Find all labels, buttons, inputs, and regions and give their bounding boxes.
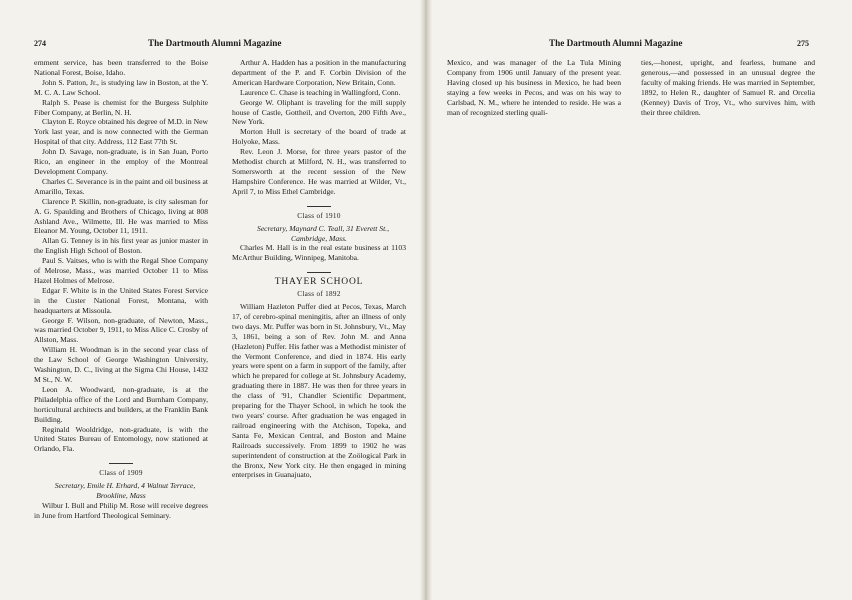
- class-1909-secretary: Secretary, Emile H. Erhard, 4 Walnut Terrace, Brookline, Mass: [54, 481, 196, 501]
- left-page-number: 274: [34, 39, 46, 48]
- paragraph: ties,—honest, upright, and fearless, humane and generous,—and possessed in an unusual degree the faculty of making friends. He was married in September, 1892, to Helen R., daughter of Samuel R. and Orcelia (Kenney) Davis of Troy, Vt., who survives him, with their three children.: [641, 58, 815, 117]
- paragraph: Leon A. Woodward, non-graduate, is at the Philadelphia office of the Lord and Burnham Company, horticultural architects and builders, at the Franklin Bank Building.: [34, 384, 208, 424]
- paragraph: Reginald Wooldridge, non-graduate, is with the United States Bureau of Entomology, now stationed at Orlando, Fla.: [34, 424, 208, 454]
- paragraph: Ralph S. Pease is chemist for the Burgess Sulphite Fiber Company, at Berlin, N. H.: [34, 97, 208, 117]
- paragraph: George F. Wilson, non-graduate, of Newton, Mass., was married October 9, 1911, to Miss Alice C. Crosby of Allston, Mass.: [34, 315, 208, 345]
- paragraph: Allan G. Tenney is in his first year as junior master in the English High School of Boston.: [34, 236, 208, 256]
- left-page: [0, 0, 425, 600]
- left-running-header: The Dartmouth Alumni Magazine: [148, 38, 282, 48]
- paragraph: Rev. Leon J. Morse, for three years pastor of the Methodist church at Milford, N. H., was transferred to Somersworth at the recent session of the New Hampshire Conference. He was married at Wilder, Vt., April 7, to Miss Ethel Cambridge.: [232, 147, 406, 196]
- book-gutter: [420, 0, 432, 600]
- paragraph: Clayton E. Royce obtained his degree of M.D. in New York last year, and is now connected with the German Hospital of that city. Address, 112 East 77th St.: [34, 117, 208, 147]
- paragraph: Wilbur I. Bull and Philip M. Rose will receive degrees in June from Hartford Theological Seminary.: [34, 500, 208, 520]
- paragraph: Arthur A. Hadden has a position in the manufacturing department of the P. and F. Corbin Division of the American Hardware Corporation, New Britain, Conn.: [232, 58, 406, 87]
- paragraph: Edgar F. White is in the United States Forest Service in the Custer National Forest, Montana, with headquarters at Missoula.: [34, 285, 208, 315]
- right-column-1: [447, 58, 621, 117]
- class-1910-heading: Class of 1910: [297, 211, 341, 220]
- right-running-header: The Dartmouth Alumni Magazine: [549, 38, 683, 48]
- paragraph: William H. Woodman is in the second year class of the Law School of George Washington University, Washington, D. C., living at the Sigma Chi House, 1432 M St., N. W.: [34, 345, 208, 384]
- paragraph: John D. Savage, non-graduate, is in San Juan, Porto Rico, an engineer in the employ of the Montreal Development Company.: [34, 147, 208, 176]
- paragraph: ernment service, has been transferred to the Boise National Forest, Boise, Idaho.: [34, 58, 208, 77]
- section-divider: [307, 206, 331, 207]
- paragraph: Clarence P. Skillin, non-graduate, is city salesman for A. G. Spaulding and Brothers of Chicago, living at 808 Ashland Ave., Wilmette, Ill. He was married to Miss Eleanor M. Young, October 11, 1911.: [34, 196, 208, 236]
- section-divider: [109, 463, 133, 464]
- right-page-number: 275: [797, 39, 809, 48]
- paragraph: Laurence C. Chase is teaching in Wallingford, Conn.: [240, 87, 401, 97]
- paragraph: Paul S. Vaitses, who is with the Regal Shoe Company of Melrose, Mass., was married October 11 to Miss Hazel Holmes of Melrose.: [34, 256, 208, 285]
- paragraph: George W. Oliphant is traveling for the mill supply house of Castle, Gottheil, and Overton, 200 Fifth Ave., New York.: [232, 97, 406, 127]
- paragraph: Charles M. Hall is in the real estate business at 1103 McArthur Building, Winnipeg, Manitoba.: [232, 243, 406, 263]
- right-page: [427, 0, 852, 600]
- paragraph: Morton Hull is secretary of the board of trade at Holyoke, Mass.: [232, 127, 406, 147]
- paragraph: Mexico, and was manager of the La Tula Mining Company from 1906 until January of the present year. Having closed up his business in Mexico, he had been staying a few weeks in Pecos, and was on his way to Carlsbad, N. M., where he intended to reside. He was a man of recognized sterling quali-: [447, 58, 621, 117]
- paragraph: John S. Patton, Jr., is studying law in Boston, at the Y. M. C. A. Law School.: [34, 77, 208, 97]
- paragraph: Charles C. Severance is in the paint and oil business at Amarillo, Texas.: [34, 176, 208, 196]
- left-column-1: [34, 58, 208, 521]
- class-1892-heading: Class of 1892: [297, 290, 341, 299]
- paragraph: William Hazleton Puffer died at Pecos, Texas, March 17, of cerebro-spinal meningitis, after an illness of only two days. Mr. Puffer was born in St. Johnsbury, Vt., May 3, 1861, being a son of Rev. John M. and Anna (Hazleton) Puffer. His father was a Methodist minister of the Vermont Conference, and died in 1874. His early years were spent on a farm in support of the family, after which he prepared for college at St. Johnsbury Academy, graduating there in 1887. He was then for three years in the class of '91, Chandler Scientific Department, preparing for the Thayer School, in which he took the two years' course. After graduation he was engaged in railroad engineering with the Atchison, Topeka, and Santa Fe, Mexican Central, and Boston and Maine Railroads successively. From 1899 to 1902 he was superintendent of construction at the Zoölogical Park in the Bronx, New York city. He then engaged in mining enterprises in Guanajuato,: [232, 302, 406, 480]
- left-column-2: [232, 58, 406, 480]
- right-column-2: [641, 58, 815, 117]
- section-divider: [307, 272, 331, 273]
- class-1910-secretary: Secretary, Maynard C. Teall, 31 Everett St., Cambridge, Mass.: [257, 223, 389, 243]
- thayer-school-heading: THAYER SCHOOL: [274, 277, 364, 288]
- class-1909-heading: Class of 1909: [99, 469, 143, 478]
